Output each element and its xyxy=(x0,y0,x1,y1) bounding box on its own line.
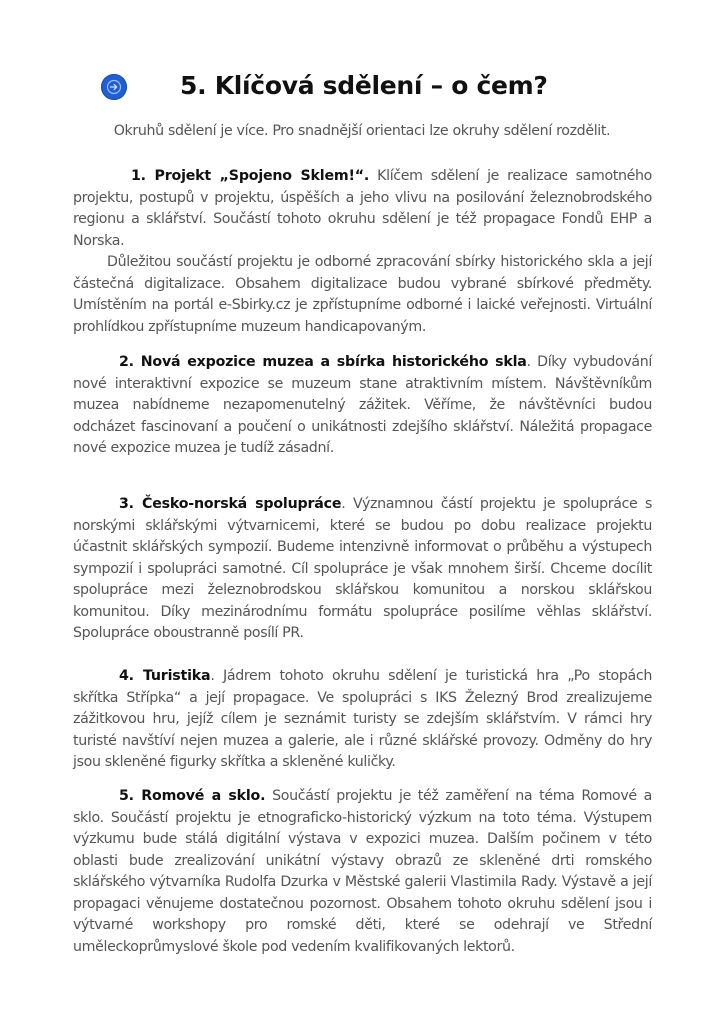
section-3 xyxy=(73,494,652,645)
section-body: . Díky vybudování nové interaktivní expozice se muzeum stane atraktivním místem. Návštěvníkům muzea nabídneme nezapomenutelný zážitek. Věříme, že návštěvníci budou odcházet fascinovaní a poučení o unikátnosti zdejšího sklářství. Náležitá propagace nové expozice muzea je tudíž zásadní. xyxy=(73,354,652,456)
title-row xyxy=(0,66,724,110)
page-title: 5. Klíčová sdělení – o čem? xyxy=(180,71,548,100)
section-4 xyxy=(73,666,652,774)
section-1 xyxy=(73,166,652,338)
section-heading: 2. Nová expozice muzea a sbírka historického skla xyxy=(119,354,527,370)
section-body: Součástí projektu je též zaměření na téma Romové a sklo. Součástí projektu je etnograficko-historický výzkum na toto téma. Výstupem výzkumu bude stálá digitální výstava v expozici muzea. Dalším počinem v této oblasti bude zrealizování unikátní výstavy obrazů ze skleněné drti romského sklářského výtvarníka Rudolfa Dzurka v Městské galerii Vlastimila Rady. Výstavě a její propagaci věnujeme dostatečnou pozornost. Obsahem tohoto okruhu sdělení jsou i výtvarné workshopy pro romské děti, které se odehrají ve Střední uměleckoprůmyslové škole pod vedením kvalifikovaných lektorů. xyxy=(73,788,652,955)
section-heading: 3. Česko-norská spolupráce xyxy=(119,496,342,512)
section-heading: 4. Turistika xyxy=(119,668,211,684)
intro-text: Okruhů sdělení je více. Pro snadnější orientaci lze okruhy sdělení rozdělit. xyxy=(113,123,611,139)
section-5 xyxy=(73,786,652,958)
section-body: Klíčem sdělení je realizace samotného projektu, postupů v projektu, úspěších a jeho vlivu na posilování železnobrodského regionu a sklářství. Součástí tohoto okruhu sdělení je též propagace Fondů EHP a Norska. xyxy=(73,168,652,249)
arrow-circle-icon xyxy=(101,74,127,100)
section-2 xyxy=(73,352,652,460)
arrow-circle-icon-glyph xyxy=(105,78,123,96)
section-body: . Významnou částí projektu je spolupráce s norskými sklářskými výtvarnicemi, které se budou po dobu realizace projektu účastnit sklářských sympozií. Budeme intenzivně informovat o průběhu a výstupech sympozií i spolupráci samotné. Cíl spolupráce je však mnohem širší. Chceme docílit spolupráce mezi železnobrodskou sklářskou komunitou a norskou sklářskou komunitou. Díky mezinárodnímu formátu spolupráce posilíme věhlas sklářství. Spolupráce oboustranně posílí PR. xyxy=(73,496,652,641)
section-body: . Jádrem tohoto okruhu sdělení je turistická hra „Po stopách skřítka Střípka“ a její propagace. Ve spolupráci s IKS Železný Brod zrealizujeme zážitkovou hru, jejíž cílem je seznámit turisty se zdejším sklářstvím. V rámci hry turisté navštíví nejen muzea a galerie, ale i různé sklářské provozy. Odměny do hry jsou skleněné figurky skřítka a skleněné kuličky. xyxy=(73,668,652,770)
section-body-2: Důležitou součástí projektu je odborné zpracování sbírky historického skla a její částečná digitalizace. Obsahem digitalizace budou vybrané sbírkové předměty. Umístěním na portál e-Sbirky.cz je zpřístupníme odborné i laické veřejnosti. Virtuální prohlídkou zpřístupníme muzeum handicapovaným. xyxy=(73,254,652,335)
section-heading: 1. Projekt „Spojeno Sklem!“. xyxy=(131,168,370,184)
section-heading: 5. Romové a sklo. xyxy=(119,788,266,804)
